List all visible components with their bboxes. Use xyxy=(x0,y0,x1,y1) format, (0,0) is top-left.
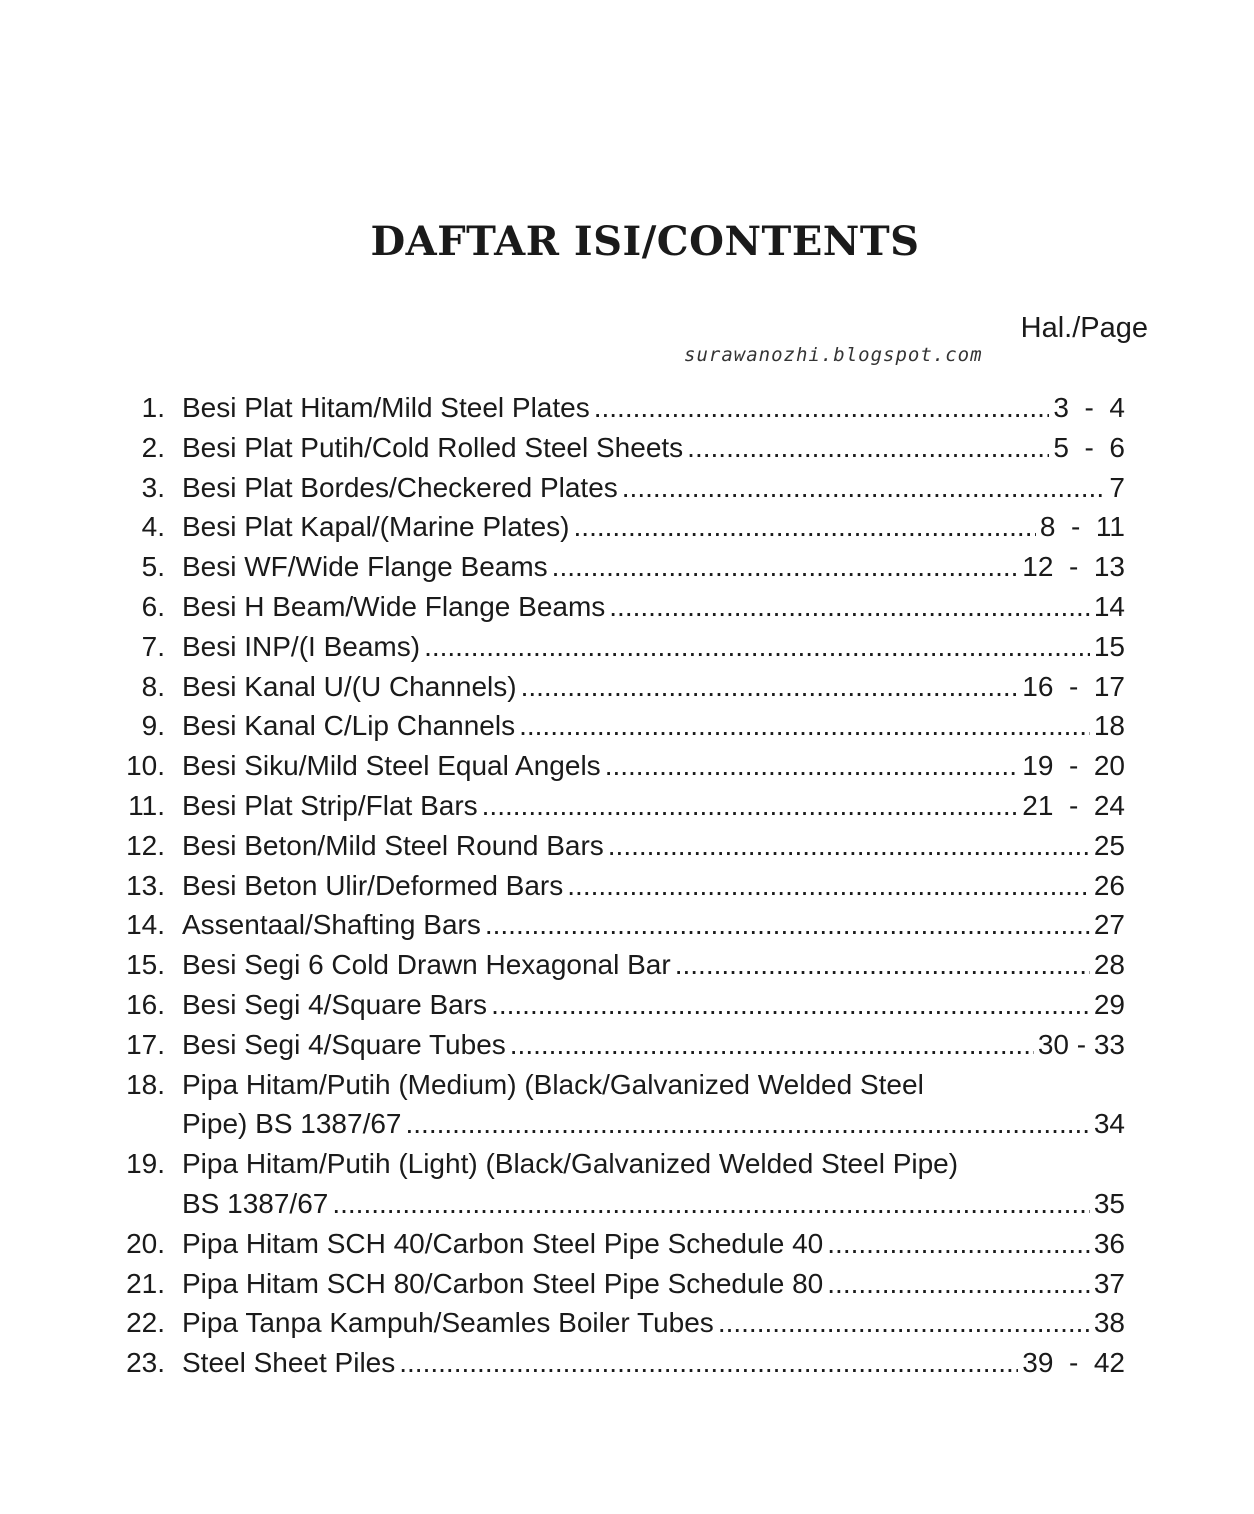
toc-entry-label-line1: Pipa Hitam/Putih (Medium) (Black/Galvanized Welded Steel xyxy=(182,1068,924,1100)
dot-leader xyxy=(510,1025,1034,1065)
dot-leader xyxy=(622,468,1106,508)
toc-entry-row xyxy=(182,826,1125,866)
dot-leader xyxy=(482,786,1019,826)
toc-entry-page: 34 xyxy=(1093,1108,1125,1140)
toc-entry-label: Besi INP/(I Beams) xyxy=(182,630,421,662)
toc-entry-body xyxy=(182,1224,1125,1264)
toc-entry-body xyxy=(182,1025,1125,1065)
toc-entry-number: 20. xyxy=(126,1227,165,1259)
toc-entry-body xyxy=(182,1144,1125,1224)
toc-entry-label: Besi Beton/Mild Steel Round Bars xyxy=(182,829,604,861)
dot-leader xyxy=(687,428,1049,468)
toc-entry-page: 30 - 33 xyxy=(1037,1028,1125,1060)
toc-entry-label: Besi Plat Putih/Cold Rolled Steel Sheets xyxy=(182,431,684,463)
toc-entry-body xyxy=(182,786,1125,826)
toc-entry-label: Pipa Hitam SCH 80/Carbon Steel Pipe Schedule 80 xyxy=(182,1267,824,1299)
dot-leader xyxy=(827,1264,1090,1304)
toc-entry xyxy=(0,1224,1254,1264)
dot-leader xyxy=(574,507,1036,547)
dot-leader xyxy=(827,1224,1090,1264)
toc-entry-row xyxy=(182,1224,1125,1264)
toc-entry-row xyxy=(182,706,1125,746)
toc-entry-number: 17. xyxy=(126,1028,165,1060)
toc-entry-page: 26 xyxy=(1093,869,1125,901)
toc-entry xyxy=(0,945,1254,985)
dot-leader xyxy=(521,667,1019,707)
toc-entry-page: 29 xyxy=(1093,988,1125,1020)
toc-entry-row xyxy=(182,627,1125,667)
toc-entry xyxy=(0,985,1254,1025)
toc-entry-body xyxy=(182,1065,1125,1145)
toc-entry-body xyxy=(182,468,1125,508)
toc-entry-label: Steel Sheet Piles xyxy=(182,1347,396,1379)
toc-entry-number: 16. xyxy=(126,988,165,1020)
toc-entry-row xyxy=(182,905,1125,945)
toc-entry-row xyxy=(182,388,1125,428)
dot-leader xyxy=(594,388,1050,428)
toc-entry xyxy=(0,507,1254,547)
toc-entry-number: 13. xyxy=(126,869,165,901)
toc-entry-label: Besi Plat Kapal/(Marine Plates) xyxy=(182,511,570,543)
dot-leader xyxy=(406,1104,1090,1144)
toc-entry xyxy=(0,547,1254,587)
toc-entry-label: Besi Kanal C/Lip Channels xyxy=(182,710,516,742)
toc-entry-label-line1: Pipa Hitam/Putih (Light) (Black/Galvanized Welded Steel Pipe) xyxy=(182,1148,959,1180)
toc-entry-row xyxy=(182,1264,1125,1304)
toc-entry-row xyxy=(182,468,1125,508)
toc-entry xyxy=(0,667,1254,707)
toc-entry-page: 7 xyxy=(1109,471,1125,503)
dot-leader xyxy=(567,866,1090,906)
toc-entry-label: Assentaal/Shafting Bars xyxy=(182,909,481,941)
toc-entry-label: Pipe) BS 1387/67 xyxy=(182,1108,402,1140)
dot-leader xyxy=(609,587,1090,627)
toc-entry-body xyxy=(182,388,1125,428)
toc-entry-number: 12. xyxy=(126,829,165,861)
page-column-header: Hal./Page xyxy=(1020,312,1148,344)
toc-entry-label: Pipa Tanpa Kampuh/Seamles Boiler Tubes xyxy=(182,1307,714,1339)
toc-entry-page: 14 xyxy=(1093,590,1125,622)
toc-entry-label: Besi Beton Ulir/Deformed Bars xyxy=(182,869,564,901)
toc-entry-body xyxy=(182,826,1125,866)
toc-entry-row xyxy=(182,428,1125,468)
toc-entry-label: Besi H Beam/Wide Flange Beams xyxy=(182,590,606,622)
toc-entry-page: 15 xyxy=(1093,630,1125,662)
toc-entry-page: 8 - 11 xyxy=(1039,511,1125,543)
toc-entry-row xyxy=(182,1184,1125,1224)
toc-entry-number: 22. xyxy=(126,1307,165,1339)
dot-leader xyxy=(608,826,1090,866)
toc-entry-row xyxy=(182,866,1125,906)
toc-entry-body xyxy=(182,985,1125,1025)
toc-entry xyxy=(0,587,1254,627)
toc-entry-body xyxy=(182,547,1125,587)
toc-entry-row xyxy=(182,587,1125,627)
toc-entry-label: Besi Segi 4/Square Tubes xyxy=(182,1028,506,1060)
toc-entry-body xyxy=(182,746,1125,786)
toc-entry-number: 10. xyxy=(126,750,165,782)
dot-leader xyxy=(552,547,1019,587)
page-title: DAFTAR ISI/CONTENTS xyxy=(370,218,920,265)
toc-entry xyxy=(0,388,1254,428)
toc-entry-number: 8. xyxy=(141,670,165,702)
toc-entry-body xyxy=(182,905,1125,945)
toc-entry-body xyxy=(182,587,1125,627)
toc-entry-body xyxy=(182,706,1125,746)
toc-entry xyxy=(0,1144,1254,1224)
toc-entry xyxy=(0,1343,1254,1383)
dot-leader xyxy=(485,905,1090,945)
toc-entry xyxy=(0,905,1254,945)
toc-entry xyxy=(0,627,1254,667)
dot-leader xyxy=(519,706,1090,746)
toc-entry-label: Besi WF/Wide Flange Beams xyxy=(182,551,548,583)
toc-entry-number: 3. xyxy=(141,471,165,503)
toc-entry-row xyxy=(182,786,1125,826)
dot-leader xyxy=(718,1303,1090,1343)
toc-entry-page: 38 xyxy=(1093,1307,1125,1339)
toc-entry-body xyxy=(182,866,1125,906)
toc-entry-number: 6. xyxy=(141,590,165,622)
toc-entry-body xyxy=(182,1343,1125,1383)
toc-entry-number: 21. xyxy=(126,1267,165,1299)
toc-entry xyxy=(0,866,1254,906)
toc-entry-page: 25 xyxy=(1093,829,1125,861)
toc-entry-row xyxy=(182,945,1125,985)
toc-entry-page: 36 xyxy=(1093,1227,1125,1259)
toc-entry-row xyxy=(182,667,1125,707)
toc-entry xyxy=(0,786,1254,826)
toc-entry-body xyxy=(182,945,1125,985)
toc-entry-page: 35 xyxy=(1093,1187,1125,1219)
toc-entry-number: 11. xyxy=(128,789,165,821)
toc-entry-number: 19. xyxy=(126,1148,165,1180)
toc-entry-page: 16 - 17 xyxy=(1022,670,1125,702)
toc-entry xyxy=(0,428,1254,468)
watermark-text: surawanozhi.blogspot.com xyxy=(684,344,983,366)
toc-entry-number: 15. xyxy=(126,949,165,981)
dot-leader xyxy=(675,945,1090,985)
toc-entry-number: 9. xyxy=(141,710,165,742)
toc-entry-page: 3 - 4 xyxy=(1053,392,1125,423)
toc-entry-page: 21 - 24 xyxy=(1022,789,1125,821)
toc-entry-label: Besi Plat Strip/Flat Bars xyxy=(182,789,478,821)
dot-leader xyxy=(605,746,1019,786)
toc-entry-row xyxy=(182,746,1125,786)
toc-entry xyxy=(0,468,1254,508)
toc-entry-body xyxy=(182,1264,1125,1304)
toc-entry-row xyxy=(182,507,1125,547)
toc-entry-number: 18. xyxy=(126,1068,165,1100)
dot-leader xyxy=(491,985,1090,1025)
toc-entry-label: Besi Segi 6 Cold Drawn Hexagonal Bar xyxy=(182,949,671,981)
toc-entry-row xyxy=(182,1343,1125,1383)
toc-entry-page: 27 xyxy=(1093,909,1125,941)
toc-entry xyxy=(0,1025,1254,1065)
toc-entry-body xyxy=(182,627,1125,667)
dot-leader xyxy=(399,1343,1018,1383)
toc-entry-page: 39 - 42 xyxy=(1022,1347,1125,1379)
toc-entry-label: Besi Kanal U/(U Channels) xyxy=(182,670,517,702)
toc-entry-label: BS 1387/67 xyxy=(182,1187,329,1219)
toc-entry-row xyxy=(182,1104,1125,1144)
toc-entry-page: 12 - 13 xyxy=(1022,551,1125,583)
toc-entry-page: 19 - 20 xyxy=(1022,750,1125,782)
toc-entry-number: 1. xyxy=(141,392,165,423)
toc-entry-page: 5 - 6 xyxy=(1053,431,1125,463)
toc-entry xyxy=(0,746,1254,786)
toc-entry xyxy=(0,706,1254,746)
toc-entry-label: Besi Plat Bordes/Checkered Plates xyxy=(182,471,618,503)
toc-entry-label: Besi Plat Hitam/Mild Steel Plates xyxy=(182,392,590,423)
toc-entry-number: 23. xyxy=(126,1347,165,1379)
toc-entry-number: 2. xyxy=(141,431,165,463)
toc-entry-number: 7. xyxy=(141,630,165,662)
dot-leader xyxy=(332,1184,1090,1224)
toc-entry-page: 18 xyxy=(1093,710,1125,742)
toc-entry-row xyxy=(182,547,1125,587)
toc-entry-body xyxy=(182,1303,1125,1343)
toc-entry-body xyxy=(182,667,1125,707)
toc-entry xyxy=(0,1264,1254,1304)
toc-entry-number: 4. xyxy=(141,511,165,543)
toc-entry-label: Besi Siku/Mild Steel Equal Angels xyxy=(182,750,601,782)
toc-entry-row xyxy=(182,985,1125,1025)
toc-entry-number: 5. xyxy=(141,551,165,583)
toc-entry xyxy=(0,1303,1254,1343)
toc-entry-row xyxy=(182,1303,1125,1343)
toc-entry-body xyxy=(182,428,1125,468)
toc-entry xyxy=(0,1065,1254,1145)
toc-entry-page: 37 xyxy=(1093,1267,1125,1299)
toc-entry xyxy=(0,826,1254,866)
table-of-contents xyxy=(0,388,1254,1383)
toc-entry-label: Pipa Hitam SCH 40/Carbon Steel Pipe Schedule 40 xyxy=(182,1227,824,1259)
dot-leader xyxy=(424,627,1090,667)
toc-entry-row xyxy=(182,1025,1125,1065)
toc-entry-number: 14. xyxy=(126,909,165,941)
toc-entry-label: Besi Segi 4/Square Bars xyxy=(182,988,488,1020)
toc-entry-body xyxy=(182,507,1125,547)
toc-entry-page: 28 xyxy=(1093,949,1125,981)
